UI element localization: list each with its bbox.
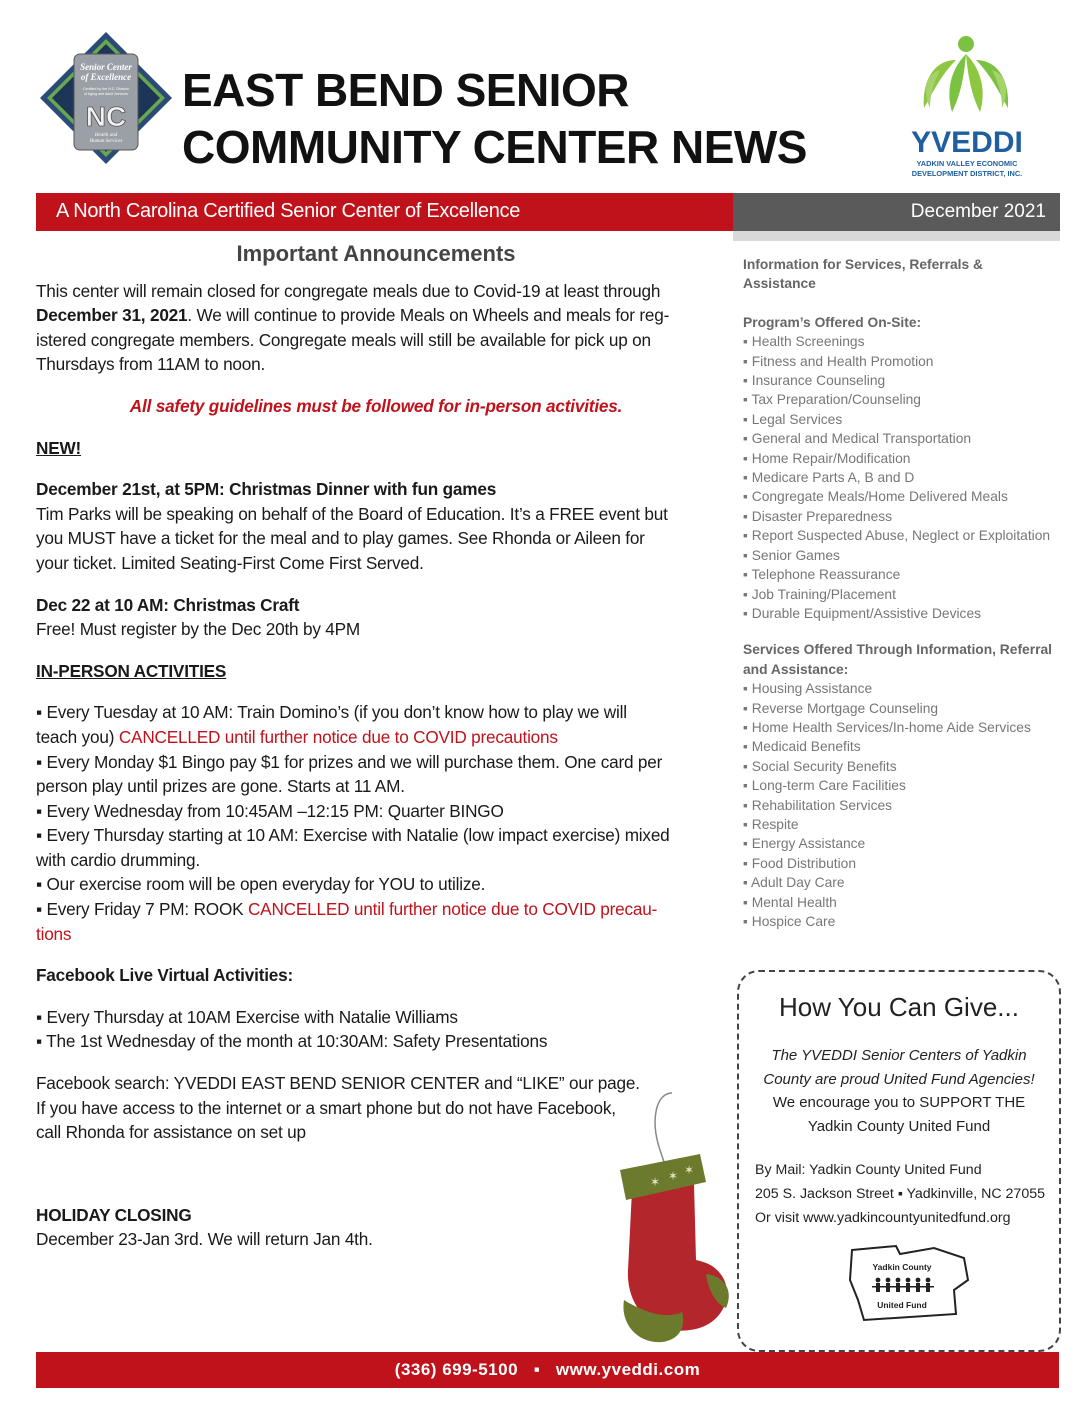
footer-contact-bar — [36, 1352, 1059, 1388]
svg-text:Human Services: Human Services — [89, 139, 123, 144]
list-item: ▪ Rehabilitation Services — [743, 796, 1058, 815]
holiday-heading: HOLIDAY CLOSING — [36, 1204, 192, 1225]
list-item: ▪ Energy Assistance — [743, 834, 1058, 853]
inperson-heading: IN-PERSON ACTIVITIES — [36, 660, 227, 681]
dinner-line: your ticket. Limited Seating-First Come First Served. — [36, 552, 424, 573]
list-item: ▪ Senior Games — [743, 546, 1058, 565]
date-banner — [733, 193, 1060, 231]
new-heading: NEW! — [36, 437, 82, 458]
activity-line: with cardio drumming. — [36, 849, 200, 870]
list-item: ▪ Job Training/Placement — [743, 585, 1058, 604]
craft-text: Free! Must register by the Dec 20th by 4PM — [36, 619, 361, 640]
list-item: ▪ Food Distribution — [743, 854, 1058, 873]
services-heading: Services Offered Through Information, Referral and Assistance: — [743, 642, 1052, 677]
list-item: ▪ Adult Day Care — [743, 873, 1058, 892]
list-item: ▪ Telephone Reassurance — [743, 565, 1058, 584]
title-line-1: EAST BEND SENIOR — [182, 64, 629, 116]
closure-line: . We will continue to provide Meals on Wheels and meals for reg- — [187, 305, 670, 326]
holiday-text: December 23-Jan 3rd. We will return Jan 4th. — [36, 1229, 373, 1250]
dinner-line: you MUST have a ticket for the meal and to play games. See Rhonda or Aileen for — [36, 528, 645, 549]
facebook-line: call Rhonda for assistance on set up — [36, 1122, 306, 1143]
svg-text:✶: ✶ — [684, 1163, 695, 1177]
list-item: ▪ Congregate Meals/Home Delivered Meals — [743, 487, 1058, 506]
list-item: ▪ Housing Assistance — [743, 679, 1058, 698]
activity-line: ▪ Every Thursday starting at 10 AM: Exercise with Natalie (low impact exercise) mixed — [36, 825, 670, 846]
closure-line: Thursdays from 11AM to noon. — [36, 354, 266, 375]
yveddi-logo — [890, 30, 1040, 185]
give-blurb — [757, 1044, 1041, 1138]
activity-line: ▪ Every Wednesday from 10:45AM –12:15 PM: Quarter BINGO — [36, 800, 504, 821]
closure-line: This center will remain closed for congregate meals due to Covid-19 at least through — [36, 280, 661, 301]
united-fund-link[interactable]: Or visit www.yadkincountyunitedfund.org — [755, 1210, 1011, 1226]
facebook-activity: ▪ The 1st Wednesday of the month at 10:30AM: Safety Presentations — [36, 1031, 548, 1052]
dinner-title: December 21st, at 5PM: Christmas Dinner with fun games — [36, 479, 497, 500]
svg-text:YADKIN VALLEY ECONOMIC: YADKIN VALLEY ECONOMIC — [916, 159, 1018, 168]
sidebar-background — [733, 231, 1060, 241]
svg-text:United Fund: United Fund — [877, 1300, 927, 1310]
facebook-line: Facebook search: YVEDDI EAST BEND SENIOR CENTER and “LIKE” our page. — [36, 1073, 640, 1094]
give-italic-line: The YVEDDI Senior Centers of Yadkin — [771, 1047, 1027, 1064]
closure-date: December 31, 2021 — [36, 305, 188, 326]
svg-text:✶: ✶ — [650, 1175, 661, 1189]
closure-paragraph — [36, 279, 716, 377]
give-line: Yadkin County United Fund — [807, 1117, 991, 1135]
svg-text:Health and: Health and — [94, 133, 118, 138]
tagline-text: A North Carolina Certified Senior Center of Excellence — [56, 200, 521, 222]
activity-line: ▪ Every Tuesday at 10 AM: Train Domino’s (if you don’t know how to play we will — [36, 702, 627, 723]
activity-line: person play until prizes are gone. Starts at 11 AM. — [36, 776, 405, 797]
list-item: ▪ Medicare Parts A, B and D — [743, 468, 1058, 487]
svg-text:NC: NC — [85, 101, 127, 132]
list-item: ▪ Durable Equipment/Assistive Devices — [743, 604, 1058, 623]
how-you-can-give-box — [737, 970, 1061, 1352]
services-list — [743, 679, 1058, 931]
announcements-heading: Important Announcements — [236, 241, 516, 266]
activity-line: teach you) — [36, 726, 119, 747]
cancelled-notice: CANCELLED until further notice due to COVID precau- — [247, 899, 658, 920]
svg-text:Certified by the N.C. Division: Certified by the N.C. Division — [83, 87, 129, 91]
senior-center-excellence-badge — [38, 30, 174, 166]
facebook-activity: ▪ Every Thursday at 10AM Exercise with Natalie Williams — [36, 1006, 458, 1027]
list-item: ▪ Medicaid Benefits — [743, 737, 1058, 756]
give-mail-info — [755, 1158, 1045, 1230]
dinner-line: Tim Parks will be speaking on behalf of the Board of Education. It’s a FREE event but — [36, 503, 668, 524]
facebook-activities — [36, 1005, 716, 1054]
svg-text:YVEDDI: YVEDDI — [911, 126, 1023, 159]
programs-heading: Program’s Offered On-Site: — [743, 314, 922, 330]
give-italic-line: County are proud United Fund Agencies! — [763, 1070, 1035, 1088]
closure-line: istered congregate members. Congregate meals will still be available for pick up on — [36, 329, 651, 350]
svg-text:of Excellence: of Excellence — [80, 72, 132, 82]
svg-text:of Aging and Adult Services: of Aging and Adult Services — [84, 92, 128, 96]
craft-event — [36, 593, 716, 642]
facebook-heading: Facebook Live Virtual Activities: — [36, 965, 294, 986]
cancelled-notice: CANCELLED until further notice due to COVID precautions — [118, 726, 558, 747]
give-line: We encourage you to SUPPORT THE — [772, 1094, 1026, 1111]
title-line-2: COMMUNITY CENTER NEWS — [182, 121, 807, 173]
list-item: ▪ Reverse Mortgage Counseling — [743, 699, 1058, 718]
christmas-stocking-icon — [610, 1090, 735, 1350]
activity-line: ▪ Every Monday $1 Bingo pay $1 for prizes and we will purchase them. One card per — [36, 751, 663, 772]
list-item: ▪ Report Suspected Abuse, Neglect or Exploitation — [743, 526, 1058, 545]
info-heading: Information for Services, Referrals & Assistance — [743, 257, 983, 292]
list-item: ▪ Respite — [743, 815, 1058, 834]
list-item: ▪ Home Health Services/In-home Aide Services — [743, 718, 1058, 737]
mail-line: By Mail: Yadkin County United Fund — [755, 1162, 982, 1178]
list-item: ▪ Hospice Care — [743, 912, 1058, 931]
svg-text:DEVELOPMENT DISTRICT, INC.: DEVELOPMENT DISTRICT, INC. — [911, 169, 1023, 178]
list-item: ▪ General and Medical Transportation — [743, 429, 1058, 448]
facebook-line: If you have access to the internet or a smart phone but do not have Facebook, — [36, 1097, 616, 1118]
list-item: ▪ Disaster Preparedness — [743, 507, 1058, 526]
give-title: How You Can Give... — [779, 992, 1019, 1022]
craft-title: Dec 22 at 10 AM: Christmas Craft — [36, 594, 300, 615]
activity-line: ▪ Every Friday 7 PM: ROOK — [36, 899, 248, 920]
svg-text:Yadkin County: Yadkin County — [872, 1262, 932, 1272]
programs-list — [743, 332, 1058, 623]
inperson-activities — [36, 700, 716, 946]
list-item: ▪ Social Security Benefits — [743, 757, 1058, 776]
activity-line: ▪ Our exercise room will be open everyday for YOU to utilize. — [36, 874, 486, 895]
tagline-banner — [36, 193, 733, 231]
newsletter-title — [182, 62, 807, 176]
issue-date: December 2021 — [910, 201, 1046, 222]
list-item: ▪ Health Screenings — [743, 332, 1058, 351]
list-item: ▪ Insurance Counseling — [743, 371, 1058, 390]
list-item: ▪ Legal Services — [743, 410, 1058, 429]
svg-text:✶: ✶ — [668, 1169, 679, 1183]
footer-contact[interactable]: (336) 699-5100 ▪ www.yveddi.com — [394, 1360, 701, 1379]
mail-address: 205 S. Jackson Street ▪ Yadkinville, NC 27055 — [755, 1186, 1045, 1202]
list-item: ▪ Tax Preparation/Counseling — [743, 390, 1058, 409]
svg-text:Senior Center: Senior Center — [80, 62, 132, 72]
cancelled-notice: tions — [36, 923, 72, 944]
list-item: ▪ Fitness and Health Promotion — [743, 352, 1058, 371]
list-item: ▪ Home Repair/Modification — [743, 449, 1058, 468]
safety-notice: All safety guidelines must be followed for in-person activities. — [129, 395, 623, 416]
yadkin-county-united-fund-logo — [844, 1240, 974, 1326]
list-item: ▪ Long-term Care Facilities — [743, 776, 1058, 795]
services-sidebar — [743, 255, 1058, 931]
list-item: ▪ Mental Health — [743, 893, 1058, 912]
dinner-event — [36, 477, 716, 575]
